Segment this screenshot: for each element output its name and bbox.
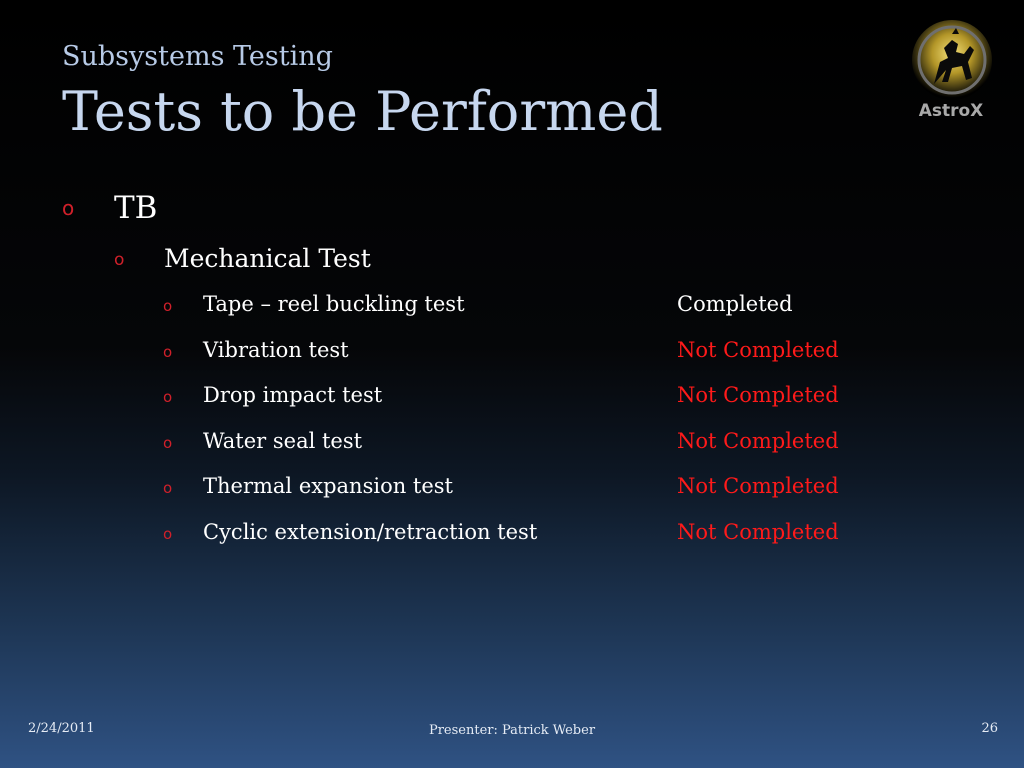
test-row	[163, 520, 883, 550]
bullet-marker-icon: o	[163, 342, 173, 361]
test-name: Thermal expansion test	[203, 474, 454, 498]
test-status: Completed	[677, 292, 793, 316]
bullet-text-mechanical-test: Mechanical Test	[164, 244, 371, 273]
astrox-logo	[904, 18, 1000, 126]
test-name: Vibration test	[203, 337, 349, 362]
bullet-marker-icon: o	[163, 388, 173, 406]
test-status: Not Completed	[677, 474, 839, 498]
footer-page-number: 26	[981, 721, 998, 736]
bullet-marker-icon: o	[163, 433, 173, 452]
bullet-marker-icon: o	[62, 196, 75, 220]
test-name: Drop impact test	[203, 383, 383, 407]
bullet-marker-icon: o	[163, 524, 173, 543]
test-status: Not Completed	[677, 337, 839, 362]
test-status: Not Completed	[677, 519, 839, 544]
footer-date: 2/24/2011	[28, 721, 95, 736]
test-name: Cyclic extension/retraction test	[203, 519, 538, 544]
test-status: Not Completed	[677, 428, 839, 453]
bullet-marker-icon: o	[114, 250, 125, 270]
horse-rider-logo-icon	[904, 18, 1000, 126]
test-row	[163, 338, 883, 368]
test-row	[163, 292, 883, 322]
slide-subtitle: Subsystems Testing	[62, 41, 333, 72]
footer-presenter: Presenter: Patrick Weber	[428, 723, 596, 738]
test-row	[163, 429, 883, 459]
test-name: Water seal test	[203, 428, 363, 453]
bullet-marker-icon: o	[163, 479, 173, 497]
test-row	[163, 474, 883, 504]
test-status: Not Completed	[677, 383, 839, 407]
bullet-marker-icon: o	[163, 297, 173, 315]
slide-title: Tests to be Performed	[62, 80, 663, 143]
bullet-text-tb: TB	[114, 190, 158, 226]
logo-text: AstroX	[918, 101, 984, 121]
test-row	[163, 383, 883, 413]
test-name: Tape – reel buckling test	[203, 292, 465, 316]
